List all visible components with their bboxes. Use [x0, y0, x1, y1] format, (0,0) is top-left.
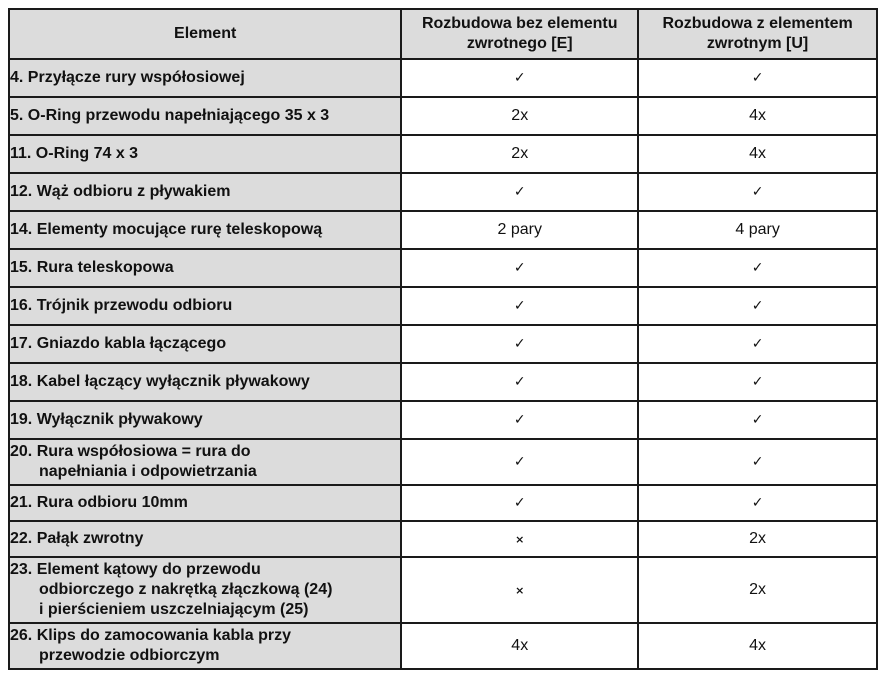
element-name-cell [9, 135, 401, 173]
table-row [9, 135, 877, 173]
table-row [9, 211, 877, 249]
value-with-return [638, 401, 877, 439]
element-name: 16. Trójnik przewodu odbioru [10, 297, 233, 314]
element-name: 26. Klips do zamocowania kabla przy [10, 627, 291, 644]
check-icon: ✓ [751, 184, 764, 200]
quantity-value: 2x [511, 107, 529, 124]
element-name: 23. Element kątowy do przewodu [10, 561, 261, 578]
check-icon: ✓ [751, 412, 764, 428]
element-name: 5. O-Ring przewodu napełniającego 35 x 3 [10, 107, 330, 124]
value-with-return [638, 173, 877, 211]
value-without-return [401, 439, 638, 485]
element-name: 11. O-Ring 74 x 3 [10, 145, 139, 162]
check-icon: ✓ [513, 374, 526, 390]
check-icon: ✓ [513, 454, 526, 470]
header-with-return-line1: Rozbudowa z elementem [662, 15, 853, 32]
table-row [9, 249, 877, 287]
value-without-return [401, 363, 638, 401]
element-name-cell [9, 249, 401, 287]
value-without-return [401, 97, 638, 135]
quantity-value: 4 pary [735, 221, 780, 238]
table-row [9, 623, 877, 669]
check-icon: ✓ [751, 454, 764, 470]
value-without-return [401, 173, 638, 211]
value-without-return [401, 557, 638, 623]
check-icon: ✓ [751, 70, 764, 86]
value-without-return [401, 401, 638, 439]
element-name-cell [9, 59, 401, 97]
check-icon: ✓ [513, 495, 526, 511]
quantity-value: 4x [749, 637, 767, 654]
table-row [9, 325, 877, 363]
check-icon: ✓ [751, 374, 764, 390]
table-row [9, 485, 877, 521]
element-name: 15. Rura teleskopowa [10, 259, 174, 276]
quantity-value: 4x [749, 145, 767, 162]
header-element [9, 9, 401, 59]
table-row [9, 363, 877, 401]
table-row [9, 439, 877, 485]
check-icon: ✓ [513, 184, 526, 200]
header-element-label: Element [174, 25, 237, 42]
element-name-cell [9, 623, 401, 669]
element-name: 14. Elementy mocujące rurę teleskopową [10, 221, 323, 238]
value-without-return [401, 211, 638, 249]
element-name: 17. Gniazdo kabla łączącego [10, 335, 227, 352]
table-row [9, 521, 877, 557]
table-row [9, 173, 877, 211]
value-without-return [401, 249, 638, 287]
element-name: 4. Przyłącze rury współosiowej [10, 69, 245, 86]
value-without-return [401, 59, 638, 97]
quantity-value: 2x [749, 530, 767, 547]
value-with-return [638, 97, 877, 135]
table-row [9, 97, 877, 135]
quantity-value: 2x [749, 581, 767, 598]
value-with-return [638, 249, 877, 287]
element-name-cell [9, 363, 401, 401]
check-icon: ✓ [751, 495, 764, 511]
element-name-cell [9, 325, 401, 363]
check-icon: ✓ [513, 336, 526, 352]
value-without-return [401, 623, 638, 669]
value-without-return [401, 485, 638, 521]
cross-icon: × [515, 533, 525, 546]
element-name-continuation: napełniania i odpowietrzania [39, 463, 257, 480]
parts-comparison-table [8, 8, 878, 670]
check-icon: ✓ [513, 260, 526, 276]
value-with-return [638, 623, 877, 669]
check-icon: ✓ [513, 412, 526, 428]
element-name: 20. Rura współosiowa = rura do [10, 443, 251, 460]
value-with-return [638, 287, 877, 325]
element-name: 22. Pałąk zwrotny [10, 530, 144, 547]
cross-icon: × [515, 584, 525, 597]
check-icon: ✓ [513, 298, 526, 314]
element-name: 21. Rura odbioru 10mm [10, 494, 188, 511]
element-name-cell [9, 485, 401, 521]
element-name-continuation: i pierścieniem uszczelniającym (25) [39, 601, 309, 618]
check-icon: ✓ [751, 298, 764, 314]
quantity-value: 2x [511, 145, 529, 162]
element-name-cell [9, 521, 401, 557]
element-name-cell [9, 97, 401, 135]
value-without-return [401, 287, 638, 325]
table-row [9, 401, 877, 439]
value-without-return [401, 135, 638, 173]
table-row [9, 287, 877, 325]
header-without-return [401, 9, 638, 59]
value-with-return [638, 557, 877, 623]
value-with-return [638, 439, 877, 485]
value-without-return [401, 521, 638, 557]
check-icon: ✓ [513, 70, 526, 86]
element-name-cell [9, 287, 401, 325]
check-icon: ✓ [751, 336, 764, 352]
value-with-return [638, 363, 877, 401]
value-with-return [638, 59, 877, 97]
element-name-cell [9, 211, 401, 249]
element-name-cell [9, 173, 401, 211]
value-with-return [638, 211, 877, 249]
element-name: 18. Kabel łączący wyłącznik pływakowy [10, 373, 310, 390]
header-without-return-line1: Rozbudowa bez elementu [421, 15, 618, 32]
quantity-value: 2 pary [497, 221, 542, 238]
value-with-return [638, 135, 877, 173]
table-row [9, 59, 877, 97]
header-with-return [638, 9, 877, 59]
table-body [9, 59, 877, 669]
header-row [9, 9, 877, 59]
element-name-cell [9, 401, 401, 439]
element-name-cell [9, 439, 401, 485]
value-with-return [638, 521, 877, 557]
quantity-value: 4x [511, 637, 529, 654]
value-with-return [638, 485, 877, 521]
element-name: 12. Wąż odbioru z pływakiem [10, 183, 231, 200]
check-icon: ✓ [751, 260, 764, 276]
quantity-value: 4x [749, 107, 767, 124]
value-without-return [401, 325, 638, 363]
element-name-continuation: przewodzie odbiorczym [39, 647, 220, 664]
element-name-continuation: odbiorczego z nakrętką złączkową (24) [39, 581, 333, 598]
element-name-cell [9, 557, 401, 623]
table-row [9, 557, 877, 623]
element-name: 19. Wyłącznik pływakowy [10, 411, 203, 428]
header-with-return-line2: zwrotnym [U] [706, 35, 809, 52]
header-without-return-line2: zwrotnego [E] [466, 35, 573, 52]
value-with-return [638, 325, 877, 363]
